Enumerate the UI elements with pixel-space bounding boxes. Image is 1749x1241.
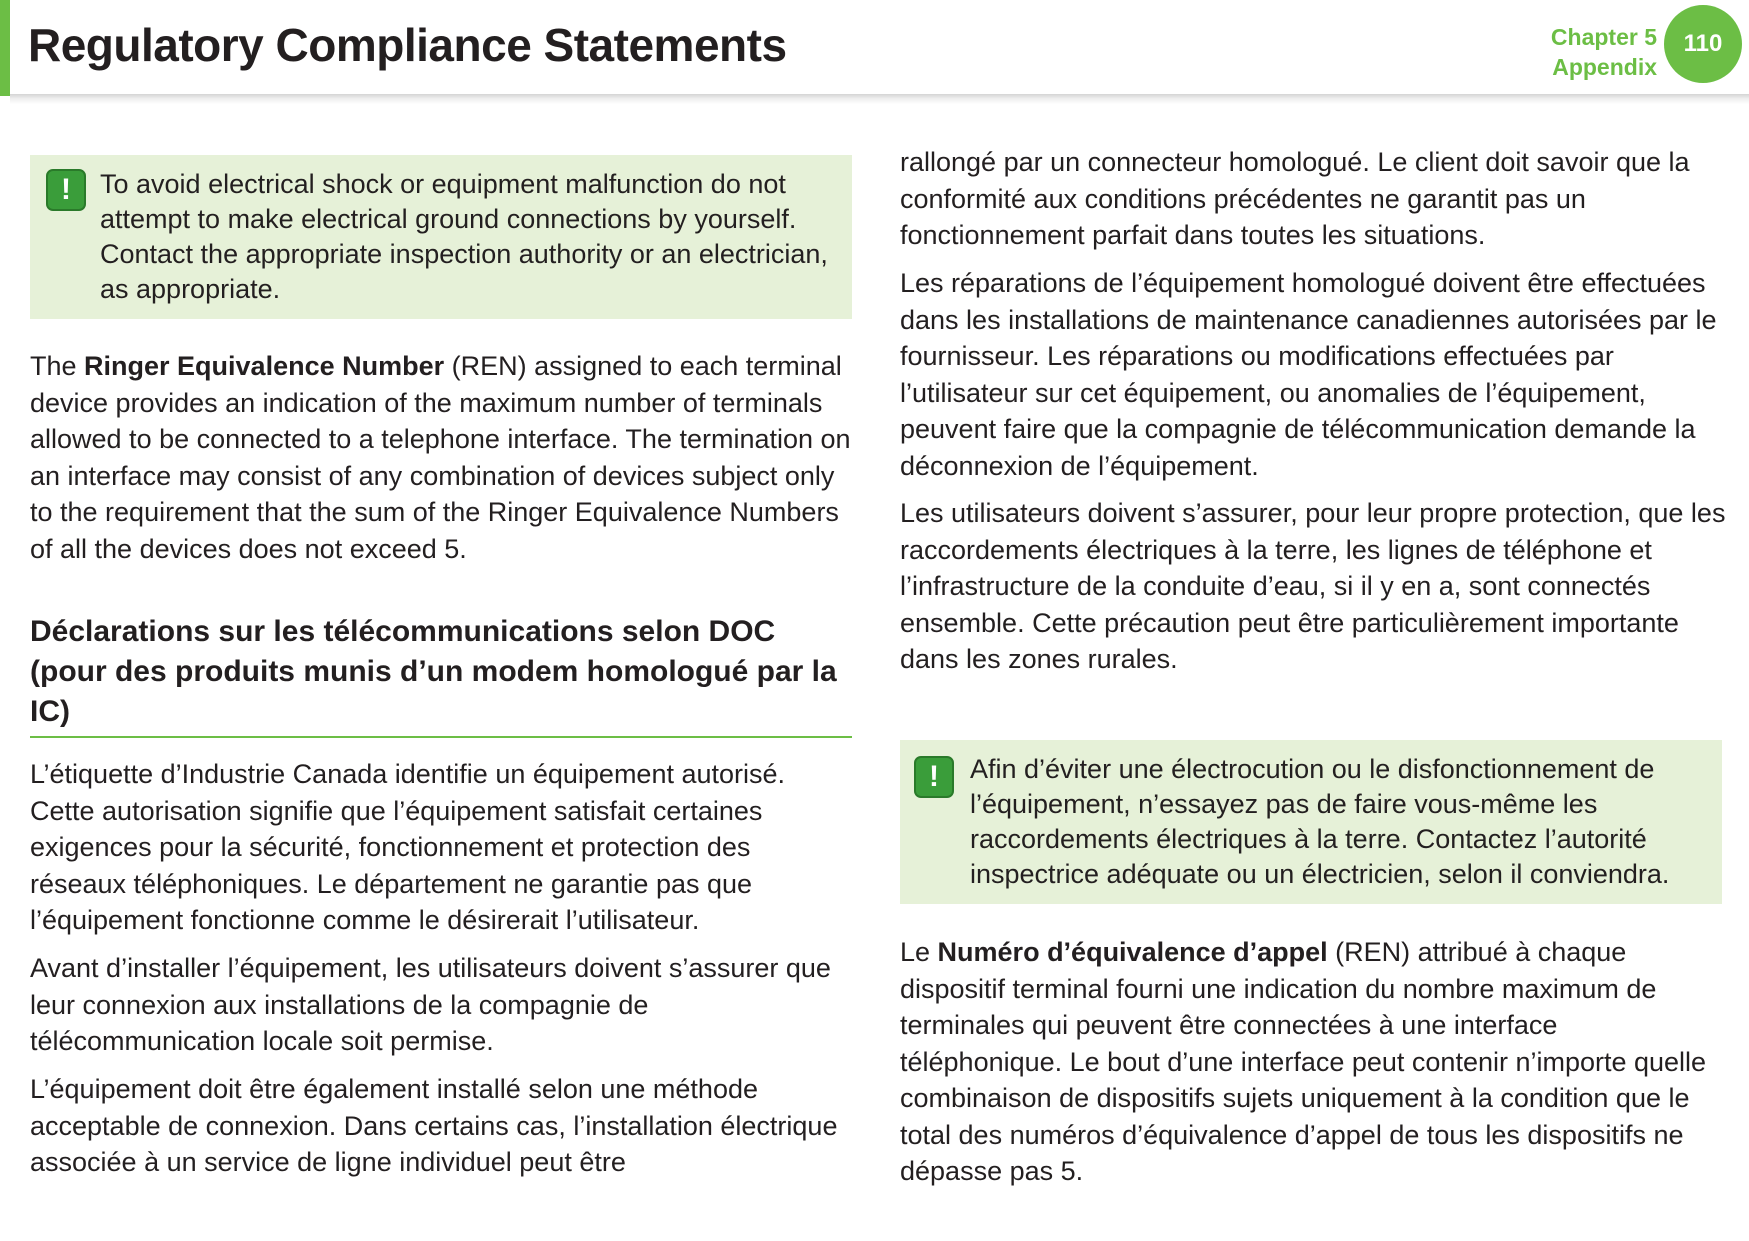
paragraph-avant-installer: Avant d’installer l’équipement, les utilisateurs doivent s’assurer que leur connexion aux installations de la compagnie de télécommunication locale soit permise. — [30, 953, 831, 1056]
ren-body: (REN) attribué à chaque dispositif terminal fourni une indication du nombre maximum de terminales qui peuvent être connectées à une interface téléphonique. Le bout d’une interface peut contenir n’importe quelle combinaison de dispositifs sujets uniquement à la condition que le total des numéros d’équivalence d’appel de tous les dispositifs ne dépasse pas 5. — [900, 937, 1707, 1186]
warning-note-english — [30, 155, 852, 319]
chapter-label: Chapter 5 — [1550, 24, 1657, 50]
section-heading-doc: Déclarations sur les télécommunications selon DOC (pour des produits munis d’un modem homologué par la IC) — [30, 615, 837, 728]
ren-paragraph-french — [900, 934, 1722, 1190]
page-number-badge: 110 — [1664, 5, 1742, 83]
ren-term: Numéro d’équivalence d’appel — [937, 937, 1328, 967]
ren-prefix: The — [30, 351, 85, 381]
warning-note-text: Afin d’éviter une électrocution ou le disfonctionnement de l’équipement, n’essayez pas de faire vous-même les raccordements électriques à la terre. Contactez l’autorité inspectrice adéquate ou un électricien, selon il conviendra. — [970, 754, 1670, 889]
warning-note-french — [900, 740, 1722, 904]
header-divider — [10, 94, 1749, 104]
exclamation-icon: ! — [914, 756, 954, 798]
ren-body: (REN) assigned to each terminal device provides an indication of the maximum number of terminals allowed to be connected to a telephone interface. The termination on an interface may consist of any combination of devices subject only to the requirement that the sum of the Ringer Equivalence Numbers of all the devices does not exceed 5. — [30, 351, 851, 564]
ren-prefix: Le — [900, 937, 938, 967]
page-title: Regulatory Compliance Statements — [28, 19, 787, 71]
ren-paragraph-english — [30, 348, 854, 567]
warning-note-text: To avoid electrical shock or equipment malfunction do not attempt to make electrical ground connections by yourself. Contact the appropriate inspection authority or an electrician, as appropriate. — [100, 169, 828, 304]
paragraph-industrie-canada: L’étiquette d’Industrie Canada identifie un équipement autorisé. Cette autorisation signifie que l’équipement satisfait certaines exigences pour la sécurité, fonctionnement et protection des réseaux téléphoniques. Le département ne garantie pas que l’équipement fonctionne comme le désirerait l’utilisateur. — [30, 759, 786, 935]
header-accent-bar — [0, 0, 10, 96]
exclamation-icon: ! — [46, 169, 86, 211]
ren-term: Ringer Equivalence Number — [84, 351, 445, 381]
paragraph-reparations: Les réparations de l’équipement homologué doivent être effectuées dans les installations de maintenance canadiennes autorisées par le fournisseur. Les réparations ou modifications effectuées par l’utilisateur sur cet équipement, ou anomalies de l’équipement, peuvent faire que la compagnie de télécommunication demande la déconnexion de l’équipement. — [900, 268, 1717, 481]
section-label: Appendix — [1552, 54, 1657, 80]
paragraph-rallonge: rallongé par un connecteur homologué. Le client doit savoir que la conformité aux conditions précédentes ne garantit pas un fonctionnement parfait dans toutes les situations. — [900, 147, 1690, 250]
chapter-info — [1551, 22, 1657, 82]
paragraph-utilisateurs: Les utilisateurs doivent s’assurer, pour leur propre protection, que les raccordements électriques à la terre, les lignes de téléphone et l’infrastructure de la conduite d’eau, si il y en a, sont connectés ensemble. Cette précaution peut être particulièrement importante dans les zones rurales. — [900, 498, 1726, 674]
section-heading-rule — [30, 736, 852, 738]
paragraph-equipement-installe: L’équipement doit être également installé selon une méthode acceptable de connexion. Dans certains cas, l’installation électrique associée à un service de ligne individuel peut être — [30, 1074, 838, 1177]
